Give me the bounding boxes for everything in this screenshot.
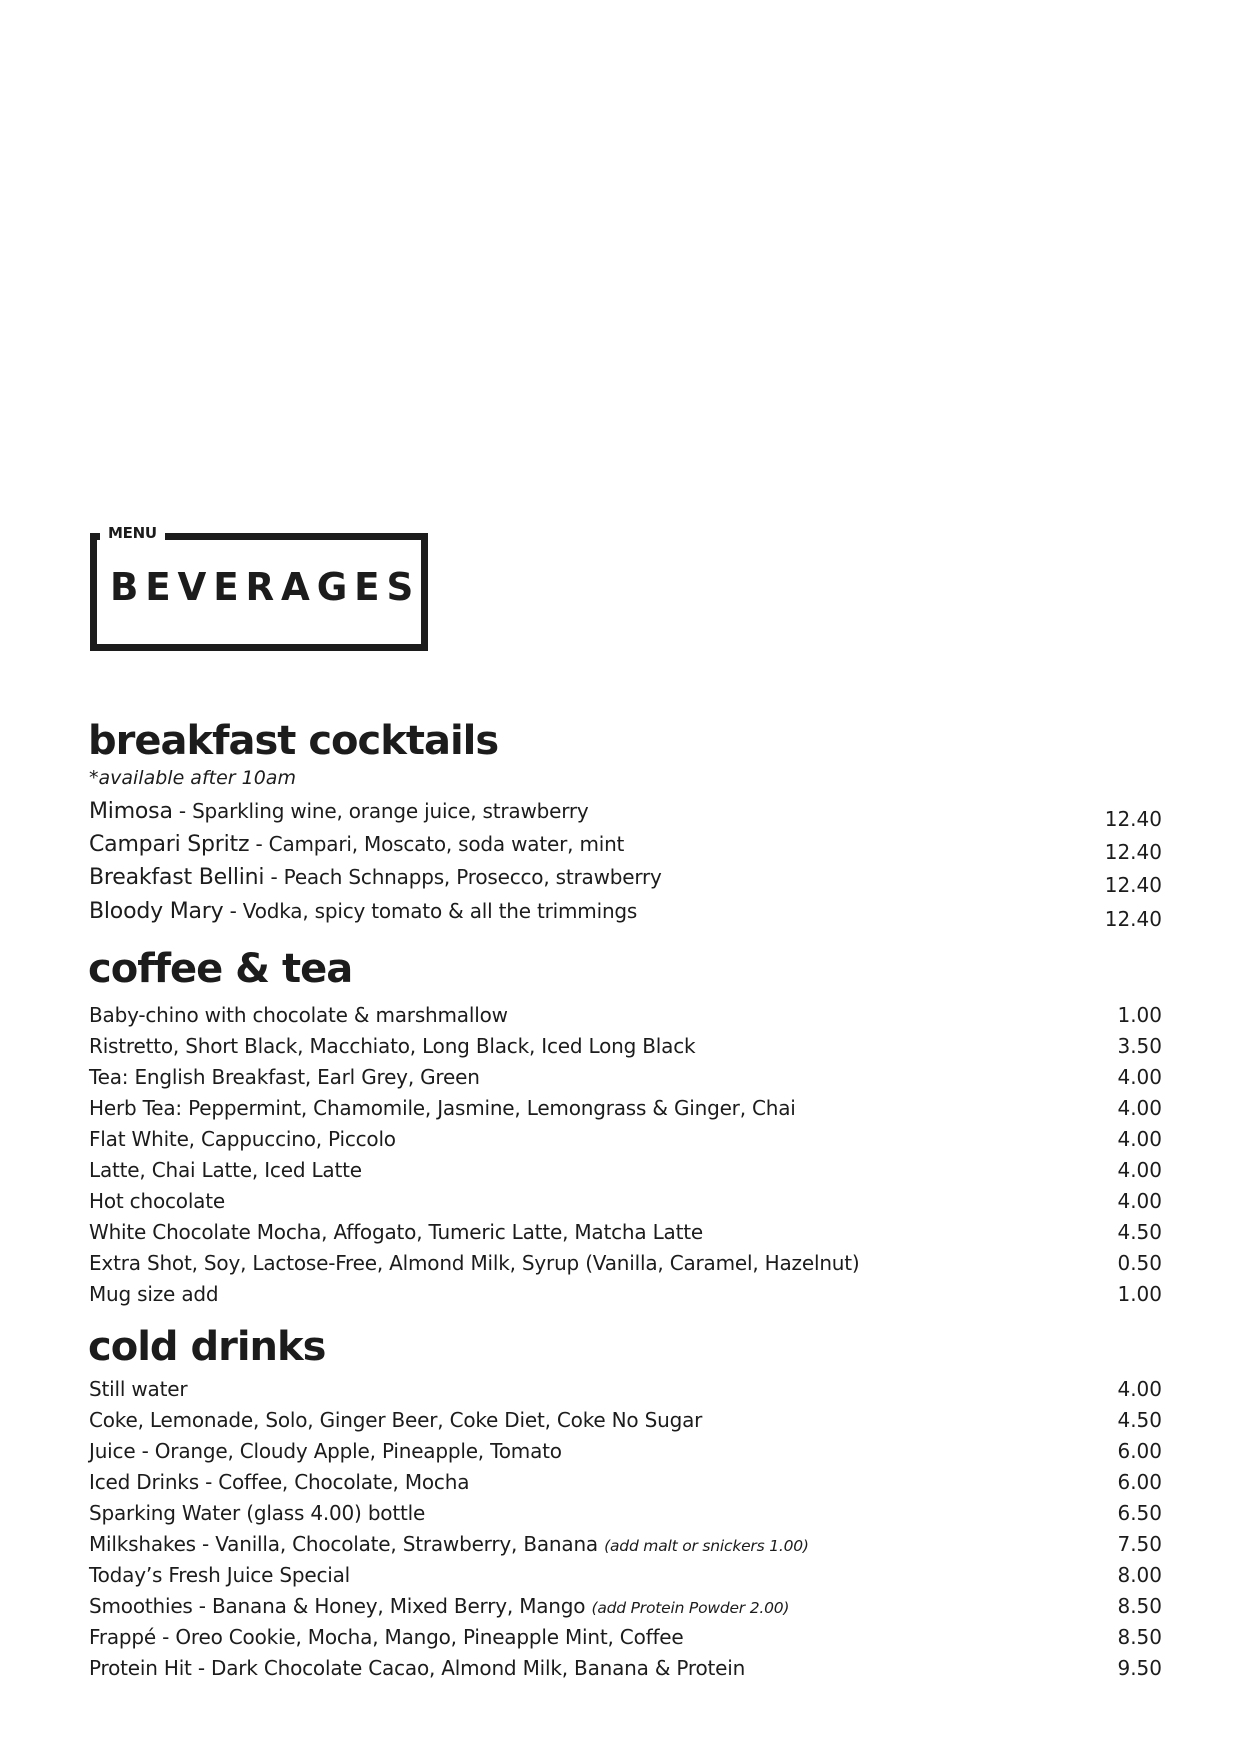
item-description	[89, 1592, 789, 1622]
item-description	[89, 863, 662, 892]
item-price: 4.00	[1117, 1127, 1162, 1151]
item-description: Mug size add	[89, 1282, 219, 1306]
item-description: Flat White, Cappuccino, Piccolo	[89, 1127, 396, 1151]
item-text: Protein Hit - Dark Chocolate Cacao, Almond Milk, Banana & Protein	[89, 1656, 746, 1680]
list-item	[89, 1654, 1162, 1685]
item-price: 4.00	[1117, 1158, 1162, 1182]
item-price: 12.40	[1104, 840, 1162, 864]
item-text: Coke, Lemonade, Solo, Ginger Beer, Coke Diet, Coke No Sugar	[89, 1408, 703, 1432]
list-item	[89, 1530, 1162, 1561]
item-detail: - Peach Schnapps, Prosecco, strawberry	[264, 865, 662, 889]
item-description	[89, 830, 624, 859]
item-description: Tea: English Breakfast, Earl Grey, Green	[89, 1065, 480, 1089]
item-name: Breakfast Bellini	[89, 865, 265, 890]
list-item	[89, 1437, 1162, 1468]
item-detail: - Campari, Moscato, soda water, mint	[249, 832, 625, 856]
item-price: 8.50	[1117, 1594, 1162, 1618]
item-price: 0.50	[1117, 1251, 1162, 1275]
item-description	[89, 897, 637, 926]
item-detail: - Vodka, spicy tomato & all the trimmings	[223, 899, 638, 923]
item-price: 4.00	[1117, 1377, 1162, 1401]
item-description: Extra Shot, Soy, Lactose-Free, Almond Milk, Syrup (Vanilla, Caramel, Hazelnut)	[89, 1251, 860, 1275]
item-addon-note: (add Protein Powder 2.00)	[591, 1599, 790, 1617]
menu-label: MENU	[100, 523, 165, 543]
item-description: Baby-chino with chocolate & marshmallow	[89, 1003, 508, 1027]
item-description	[89, 1375, 187, 1403]
item-price: 6.00	[1117, 1470, 1162, 1494]
item-price: 7.50	[1117, 1532, 1162, 1556]
list-item	[89, 1032, 1162, 1063]
list-item	[89, 1063, 1162, 1094]
list-item	[89, 1125, 1162, 1156]
item-text: Milkshakes - Vanilla, Chocolate, Strawberry, Banana	[89, 1532, 598, 1556]
item-price: 4.00	[1117, 1065, 1162, 1089]
list-item	[89, 1561, 1162, 1592]
section-title-cold-drinks: cold drinks	[88, 1324, 326, 1370]
item-price: 4.00	[1117, 1096, 1162, 1120]
item-description	[89, 1499, 425, 1527]
list-item	[89, 1156, 1162, 1187]
list-item	[89, 1406, 1162, 1437]
item-name: Bloody Mary	[89, 899, 224, 924]
item-price: 12.40	[1104, 807, 1162, 831]
item-description: Latte, Chai Latte, Iced Latte	[89, 1158, 362, 1182]
item-text: Frappé - Oreo Cookie, Mocha, Mango, Pineapple Mint, Coffee	[89, 1625, 684, 1649]
item-text: Iced Drinks - Coffee, Chocolate, Mocha	[89, 1470, 470, 1494]
item-text: Sparking Water (glass 4.00) bottle	[89, 1501, 426, 1525]
item-description	[89, 1530, 809, 1560]
item-price: 8.00	[1117, 1563, 1162, 1587]
item-text: Still water	[89, 1377, 188, 1401]
list-item	[89, 1094, 1162, 1125]
list-item	[89, 1001, 1162, 1032]
item-price: 4.00	[1117, 1189, 1162, 1213]
list-item	[89, 1499, 1162, 1530]
list-item	[89, 1187, 1162, 1218]
item-price: 3.50	[1117, 1034, 1162, 1058]
list-item	[89, 863, 1162, 897]
section-title-coffee-tea: coffee & tea	[88, 946, 353, 992]
item-price: 8.50	[1117, 1625, 1162, 1649]
list-item	[89, 1623, 1162, 1654]
item-price: 6.50	[1117, 1501, 1162, 1525]
item-description	[89, 1468, 469, 1496]
item-description	[89, 1561, 350, 1589]
item-price: 4.50	[1117, 1220, 1162, 1244]
item-price: 12.40	[1104, 907, 1162, 931]
item-description	[89, 1623, 684, 1651]
item-price: 6.00	[1117, 1439, 1162, 1463]
item-description	[89, 797, 589, 826]
item-description	[89, 1406, 702, 1434]
item-description: Hot chocolate	[89, 1189, 225, 1213]
item-price: 1.00	[1117, 1282, 1162, 1306]
list-item	[89, 897, 1162, 931]
item-name: Mimosa	[89, 799, 173, 824]
item-name: Campari Spritz	[89, 832, 250, 857]
item-description	[89, 1654, 745, 1682]
list-item	[89, 797, 1162, 831]
list-item	[89, 1249, 1162, 1280]
item-price: 12.40	[1104, 873, 1162, 897]
item-description: Herb Tea: Peppermint, Chamomile, Jasmine, Lemongrass & Ginger, Chai	[89, 1096, 796, 1120]
page-title: BEVERAGES	[110, 565, 421, 609]
list-item	[89, 1468, 1162, 1499]
list-item	[89, 1218, 1162, 1249]
item-detail: - Sparkling wine, orange juice, strawberry	[172, 799, 589, 823]
list-item	[89, 1375, 1162, 1406]
item-addon-note: (add malt or snickers 1.00)	[604, 1537, 809, 1555]
item-text: Today’s Fresh Juice Special	[89, 1563, 351, 1587]
item-text: Smoothies - Banana & Honey, Mixed Berry, Mango	[89, 1594, 586, 1618]
item-text: Juice - Orange, Cloudy Apple, Pineapple, Tomato	[89, 1439, 562, 1463]
item-price: 1.00	[1117, 1003, 1162, 1027]
list-item	[89, 830, 1162, 864]
item-description	[89, 1437, 562, 1465]
list-item	[89, 1592, 1162, 1623]
section-title-breakfast-cocktails: breakfast cocktails	[88, 718, 499, 764]
item-price: 4.50	[1117, 1408, 1162, 1432]
item-price: 9.50	[1117, 1656, 1162, 1680]
item-description: Ristretto, Short Black, Macchiato, Long Black, Iced Long Black	[89, 1034, 696, 1058]
list-item	[89, 1280, 1162, 1311]
item-description: White Chocolate Mocha, Affogato, Tumeric Latte, Matcha Latte	[89, 1220, 704, 1244]
availability-note: *available after 10am	[89, 767, 296, 789]
